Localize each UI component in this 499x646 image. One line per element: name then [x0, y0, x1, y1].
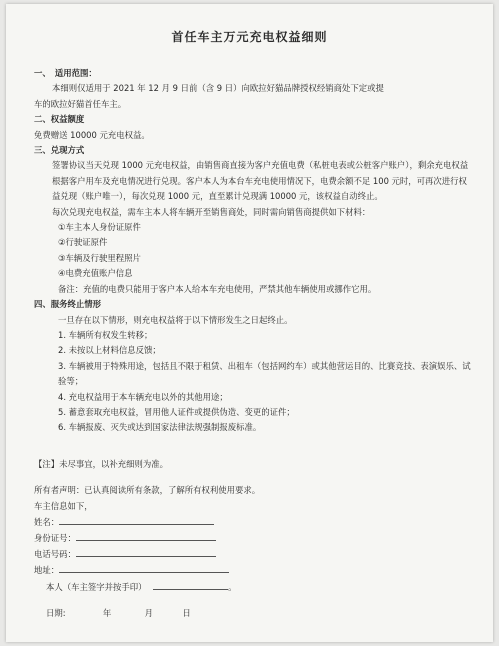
signature-end: 。	[228, 582, 237, 592]
owner-info-label: 车主信息如下，	[34, 501, 93, 511]
signature-row	[46, 579, 237, 593]
section-4-item: 6. 车辆报废、灭失或达到国家法律法规强制报废标准。	[58, 422, 262, 433]
section-4-item: 4. 充电权益用于本车辆充电以外的其他用途；	[58, 391, 228, 402]
id-number-fill-line[interactable]	[76, 530, 216, 541]
phone-label: 电话号码：	[34, 549, 76, 559]
phone-row	[34, 546, 474, 562]
address-label: 地址：	[34, 565, 60, 575]
id-number-row	[34, 530, 474, 546]
section-3-item: ②行驶证原件	[58, 237, 108, 248]
section-1-heading: 一、 适用范围：	[34, 68, 97, 78]
section-3-paragraph-2: 每次兑现充电权益，需车主本人将车辆开至销售商处，同时需向销售商提供如下材料：	[52, 206, 371, 217]
section-1-text-b: 车的欧拉好猫首任车主。	[34, 98, 127, 109]
section-3-item: ①车主本人身份证原件	[58, 222, 141, 233]
section-3-heading: 三、兑现方式	[34, 145, 85, 156]
id-number-label: 身份证号：	[34, 533, 76, 543]
section-4-intro: 一旦存在以下情形，则充电权益将于以下情形发生之日起终止。	[58, 314, 293, 325]
owner-declaration: 所有者声明：已认真阅读所有条款，了解所有权利使用要求。	[34, 485, 261, 495]
name-label: 姓名：	[34, 517, 60, 527]
section-2-text: 免费赠送 10000 元充电权益。	[34, 129, 150, 140]
section-4-item: 2. 未按以上材料信息反馈；	[58, 345, 161, 356]
owner-block	[34, 456, 474, 578]
section-4-heading: 四、服务终止情形	[34, 299, 101, 310]
name-row	[34, 514, 474, 530]
section-3-note: 备注：充值的电费只能用于客户本人给本车充电使用，严禁其他车辆使用或挪作它用。	[58, 283, 377, 294]
section-4-item: 1. 车辆所有权发生转移；	[58, 329, 153, 340]
section-3-item: ④电费充值账户信息	[58, 268, 133, 279]
date-month: 月	[144, 608, 154, 618]
address-fill-line[interactable]	[59, 562, 229, 573]
section-4-item: 5. 蓄意套取充电权益，冒用他人证件或提供伪造、变更的证件；	[58, 406, 295, 417]
document-page	[6, 4, 493, 642]
document-body	[34, 66, 474, 436]
date-row	[46, 607, 191, 619]
section-3-item: ③车辆及行驶里程照片	[58, 252, 141, 263]
signature-fill-line[interactable]	[153, 579, 228, 590]
section-4-item: 3. 车辆被用于特殊用途，包括且不限于租赁、出租车（包括网约车）或其他营运目的、比赛竞技、表演娱乐、试验等；	[58, 360, 471, 387]
date-label: 日期:	[46, 608, 66, 618]
note-line: 【注】未尽事宜，以补充细则为准。	[34, 459, 168, 469]
name-fill-line[interactable]	[59, 514, 214, 525]
date-day: 日	[182, 608, 191, 618]
section-3-paragraph-1: 签署协议当天兑现 1000 元充电权益，由销售商直接为客户充值电费（私桩电表或公桩客户账户），剩余充电权益根据客户用车及充电情况进行兑现。客户本人为本台车充电使用情况下，电费余额不足 100 元时，可再次进行权益兑现（账户唯一），每次兑现 1000 元，直至累计兑现满 10000 元，该权益自动终止。	[52, 160, 469, 202]
signature-label: 本人（车主签字并按手印）	[46, 582, 147, 592]
document-title: 首任车主万元充电权益细则	[171, 30, 328, 44]
section-2-heading: 二、权益额度	[34, 114, 85, 125]
phone-fill-line[interactable]	[76, 546, 216, 557]
date-year: 年	[102, 608, 112, 618]
section-1-text-a: 本细则仅适用于 2021 年 12 月 9 日前（含 9 日）向欧拉好猫品牌授权经销商处下定或提	[52, 83, 384, 94]
address-row	[34, 562, 474, 578]
